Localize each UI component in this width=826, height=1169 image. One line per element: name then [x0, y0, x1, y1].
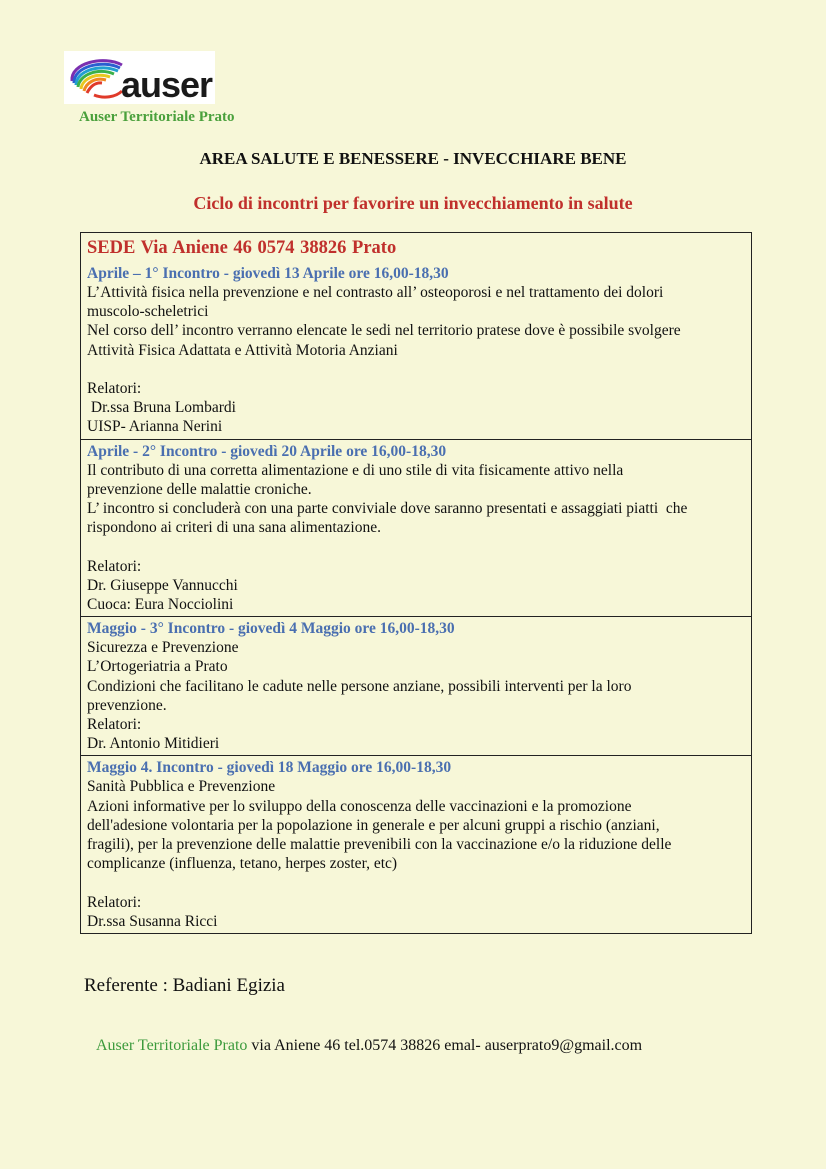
referente: Referente : Badiani Egizia: [84, 975, 285, 996]
incontro-text-line: Attività Fisica Adattata e Attività Motoria Anziani: [87, 341, 398, 359]
incontro-title: Aprile - 2° Incontro - giovedì 20 Aprile ore 16,00-18,30: [87, 442, 447, 460]
incontro-text-line: Condizioni che facilitano le cadute nelle persone anziane, possibili interventi per la loro: [87, 677, 632, 695]
incontro-row: [81, 616, 751, 755]
incontro-text-line: fragili), per la prevenzione delle malattie prevenibili con la vaccinazione e/o la riduzione delle: [87, 836, 672, 854]
incontro-text-line: prevenzione.: [87, 696, 167, 714]
incontro-text-line: Cuoca: Eura Nocciolini: [87, 596, 234, 614]
incontro-text-line: Relatori:: [87, 380, 142, 397]
incontro-text-line: Sicurezza e Prevenzione: [87, 639, 239, 657]
area-title: AREA SALUTE E BENESSERE - INVECCHIARE BENE: [199, 149, 627, 168]
logo-wordmark: auser: [121, 64, 213, 105]
incontro-title: Maggio 4. Incontro - giovedì 18 Maggio ore 16,00-18,30: [87, 759, 452, 777]
incontro-title: Aprile – 1° Incontro - giovedì 13 Aprile ore 16,00-18,30: [87, 265, 449, 282]
incontro-text-line: complicanze (influenza, tetano, herpes zoster, etc): [87, 855, 398, 873]
incontro-row: [81, 439, 751, 617]
footer-contacts: [96, 1037, 642, 1055]
incontro-text-line: Il contributo di una corretta alimentazione e di uno stile di vita fisicamente attivo nella: [87, 461, 624, 479]
incontro-title: Maggio - 3° Incontro - giovedì 4 Maggio ore 16,00-18,30: [87, 620, 455, 638]
org-name: Auser Territoriale Prato: [79, 109, 235, 125]
incontro-row: [81, 755, 751, 933]
incontro-text-line: prevenzione delle malattie croniche.: [87, 480, 312, 498]
blank-line: [87, 360, 746, 379]
program-table: [80, 232, 752, 934]
incontro-text-line: L’ incontro si concluderà con una parte conviviale dove saranno presentati e assaggiati piatti che: [87, 500, 688, 518]
incontro-text-line: Dr.ssa Susanna Ricci: [87, 912, 218, 930]
incontro-text-line: UISP- Arianna Nerini: [87, 418, 223, 436]
incontro-text-line: rispondono ai criteri di una sana alimentazione.: [87, 519, 381, 537]
incontro-text-line: Dr.ssa Bruna Lombardi: [87, 399, 236, 417]
incontro-text-line: Relatori:: [87, 716, 142, 734]
incontro-text-line: L’Attività fisica nella prevenzione e nel contrasto all’ osteoporosi e nel trattamento dei dolori: [87, 284, 664, 301]
incontro-text-line: muscolo-scheletrici: [87, 303, 209, 321]
incontro-text-line: Dr. Antonio Mitidieri: [87, 735, 220, 753]
auser-logo: [64, 51, 215, 104]
incontro-text-line: L’Ortogeriatria a Prato: [87, 658, 228, 676]
incontro-text-line: Azioni informative per lo sviluppo della conoscenza delle vaccinazioni e la promozione: [87, 797, 632, 815]
sede-row: SEDE Via Aniene 46 0574 38826 Prato: [87, 238, 397, 258]
incontro-text-line: Sanità Pubblica e Prevenzione: [87, 778, 276, 796]
cycle-title: Ciclo di incontri per favorire un invecchiamento in salute: [193, 193, 633, 213]
blank-line: [87, 537, 746, 556]
incontro-text-line: Nel corso dell’ incontro verranno elencate le sedi nel territorio pratese dove è possibile svolgere: [87, 322, 681, 340]
footer-contact-info: via Aniene 46 tel.0574 38826 emal- auserprato9@gmail.com: [247, 1037, 643, 1054]
incontro-text-line: Relatori:: [87, 557, 142, 575]
footer-org: Auser Territoriale Prato: [96, 1037, 248, 1054]
incontro-row: [81, 262, 751, 439]
blank-line: [87, 873, 746, 892]
incontro-text-line: Relatori:: [87, 893, 142, 911]
rainbow-swirl-icon: [64, 51, 124, 104]
incontro-text-line: dell'adesione volontaria per la popolazione in generale e per alcuni gruppi a rischio (anziani,: [87, 816, 660, 834]
incontro-text-line: Dr. Giuseppe Vannucchi: [87, 576, 238, 594]
